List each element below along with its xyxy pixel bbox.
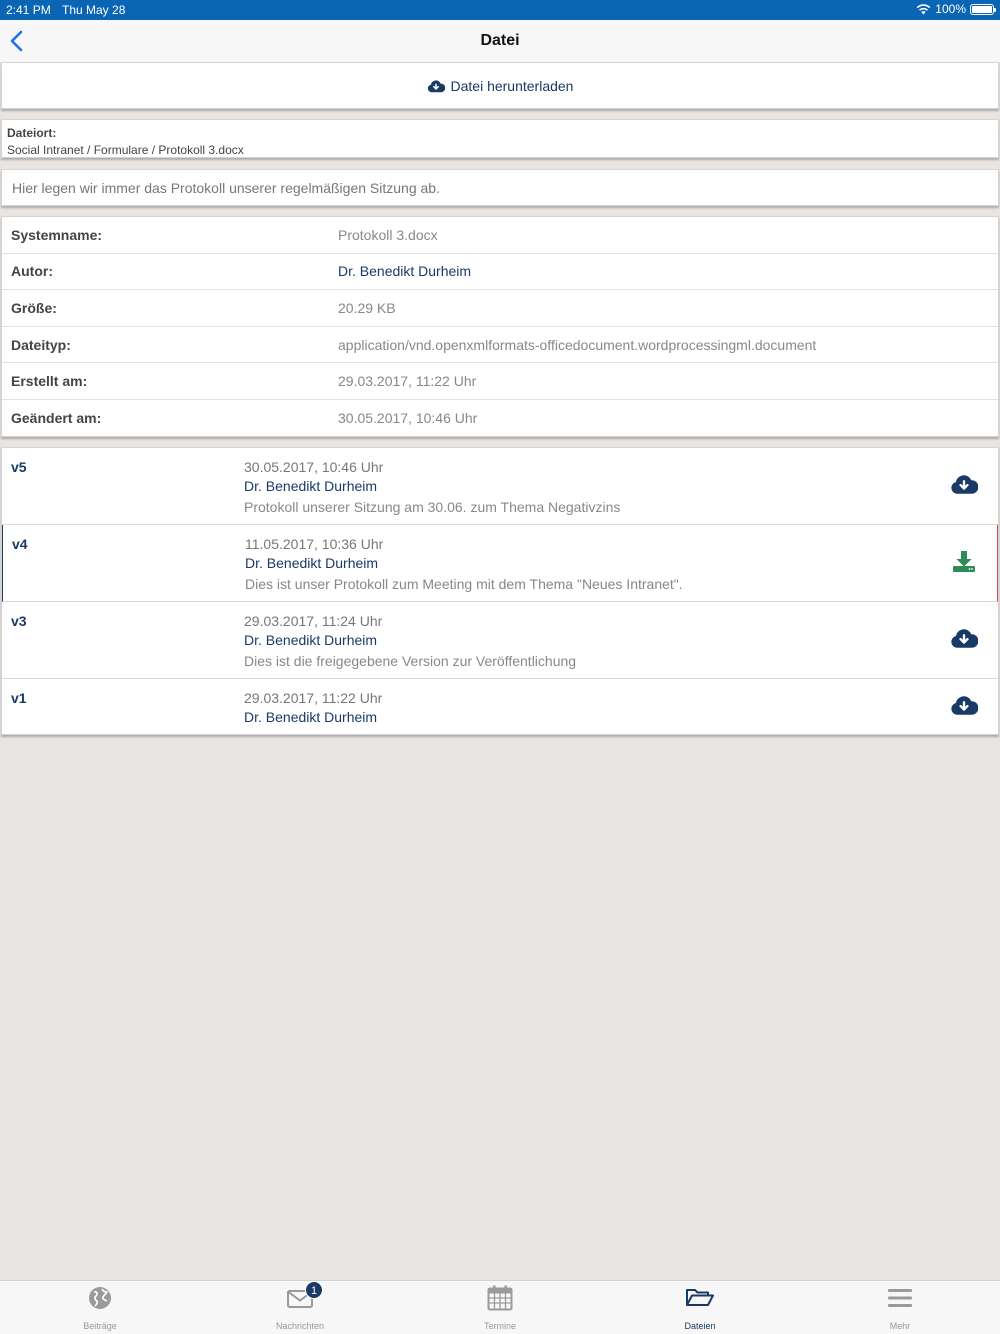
property-key: Erstellt am: xyxy=(11,373,88,390)
download-tray-icon xyxy=(951,549,977,573)
cloud-download-icon xyxy=(950,473,978,495)
download-file-button[interactable] xyxy=(1,62,999,109)
version-tag: v1 xyxy=(11,690,27,706)
battery-icon xyxy=(970,4,994,15)
download-file-label: Datei herunterladen xyxy=(450,77,574,94)
version-download-button[interactable] xyxy=(950,694,978,719)
version-meta xyxy=(244,458,620,517)
version-comment: Dies ist unser Protokoll zum Meeting mit dem Thema "Neues Intranet". xyxy=(245,576,683,592)
property-row-systemname xyxy=(2,217,998,254)
tab-label: Beiträge xyxy=(83,1321,117,1331)
cloud-download-icon xyxy=(427,79,445,93)
property-key: Dateityp: xyxy=(11,336,71,353)
status-bar xyxy=(0,0,1000,20)
tab-label: Termine xyxy=(483,1321,516,1331)
author-link[interactable]: Dr. Benedikt Durheim xyxy=(338,263,472,280)
version-date: 29.03.2017, 11:24 Uhr xyxy=(244,613,383,629)
tab-label: Nachrichten xyxy=(275,1321,325,1331)
folder-open-icon xyxy=(685,1285,715,1311)
property-value: 29.03.2017, 11:22 Uhr xyxy=(338,373,477,390)
version-download-button[interactable] xyxy=(950,627,978,652)
cloud-download-icon xyxy=(950,694,978,716)
tab-beitraege[interactable] xyxy=(0,1281,200,1334)
status-right xyxy=(916,2,994,16)
property-row-size xyxy=(2,290,998,327)
version-download-button[interactable] xyxy=(950,473,978,498)
tab-termine[interactable] xyxy=(400,1281,600,1334)
menu-icon xyxy=(887,1285,913,1311)
property-value: 30.05.2017, 10:46 Uhr xyxy=(338,410,478,427)
version-date: 29.03.2017, 11:22 Uhr xyxy=(244,690,383,706)
property-key: Geändert am: xyxy=(11,410,102,427)
version-author[interactable]: Dr. Benedikt Durheim xyxy=(245,555,379,571)
tab-nachrichten[interactable] xyxy=(200,1281,400,1334)
version-comment: Protokoll unserer Sitzung am 30.06. zum Thema Negativzins xyxy=(244,499,621,515)
wifi-icon xyxy=(916,3,931,15)
tab-dateien[interactable] xyxy=(600,1281,800,1334)
property-value: Protokoll 3.docx xyxy=(338,226,438,243)
version-tag: v5 xyxy=(11,459,27,475)
file-description: Hier legen wir immer das Protokoll unserer regelmäßigen Sitzung ab. xyxy=(1,169,999,206)
property-key: Autor: xyxy=(11,263,53,280)
file-location-label: Dateiort: xyxy=(7,126,57,140)
tab-bar xyxy=(0,1280,1000,1334)
battery-percent: 100% xyxy=(935,2,966,16)
version-row[interactable] xyxy=(2,602,998,679)
version-meta xyxy=(244,612,576,671)
property-row-author xyxy=(2,254,998,291)
property-row-filetype xyxy=(2,327,998,364)
property-key: Systemname: xyxy=(11,226,103,243)
tab-label: Mehr xyxy=(889,1321,911,1331)
version-meta xyxy=(244,689,382,727)
property-row-modified xyxy=(2,400,998,437)
version-author[interactable]: Dr. Benedikt Durheim xyxy=(244,632,378,648)
version-date: 11.05.2017, 10:36 Uhr xyxy=(245,536,384,552)
cloud-download-icon xyxy=(950,627,978,649)
file-location xyxy=(1,119,999,158)
version-tag: v4 xyxy=(12,536,28,552)
tab-mehr[interactable] xyxy=(800,1281,1000,1334)
version-tag: v3 xyxy=(11,613,27,629)
property-value: application/vnd.openxmlformats-officedocument.wordprocessingml.document xyxy=(338,336,817,353)
property-key: Größe: xyxy=(11,299,57,316)
globe-icon xyxy=(87,1285,113,1311)
file-properties xyxy=(1,216,999,437)
status-time: 2:41 PM xyxy=(6,3,51,17)
version-row[interactable] xyxy=(2,448,998,525)
file-location-path: Social Intranet / Formulare / Protokoll 3.docx xyxy=(7,143,244,157)
version-row[interactable] xyxy=(2,525,998,602)
version-download-button[interactable] xyxy=(951,549,977,576)
version-comment: Dies ist die freigegebene Version zur Veröffentlichung xyxy=(244,653,577,669)
version-date: 30.05.2017, 10:46 Uhr xyxy=(244,459,384,475)
version-row[interactable] xyxy=(2,679,998,734)
page-title: Datei xyxy=(480,32,520,49)
status-date: Thu May 28 xyxy=(62,3,126,17)
nav-bar xyxy=(0,20,1000,62)
unread-badge: 1 xyxy=(305,1281,323,1299)
version-list xyxy=(1,447,999,735)
version-author[interactable]: Dr. Benedikt Durheim xyxy=(244,709,378,725)
version-author[interactable]: Dr. Benedikt Durheim xyxy=(244,478,378,494)
version-meta xyxy=(245,535,683,594)
property-row-created xyxy=(2,363,998,400)
property-value: 20.29 KB xyxy=(338,299,396,316)
tab-label: Dateien xyxy=(684,1321,716,1331)
calendar-icon xyxy=(487,1285,513,1311)
